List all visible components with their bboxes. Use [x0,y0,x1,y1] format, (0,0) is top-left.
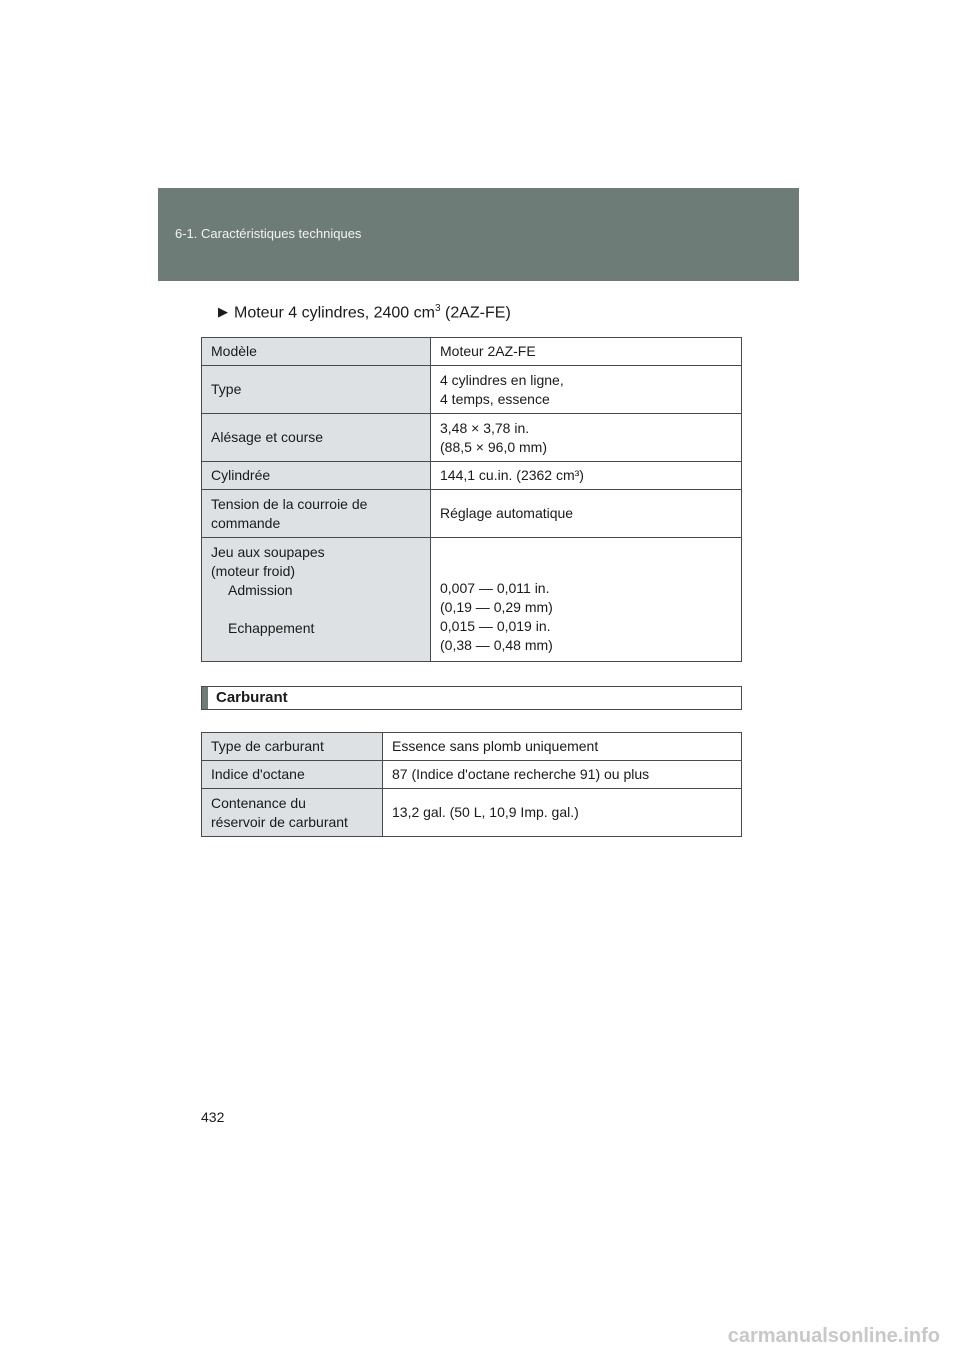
row-value: 0,007 — 0,011 in. (0,19 — 0,29 mm) 0,015 — 0,019 in. (0,38 — 0,48 mm) [431,538,742,662]
row-key: Jeu aux soupapes (moteur froid) Admission Echappement [202,538,431,662]
row-key: Type [202,366,431,414]
admission-label: Admission [228,581,293,598]
row-key: Contenance du réservoir de carburant [202,789,383,837]
row-value: Moteur 2AZ-FE [431,338,742,366]
watermark: carmanualsonline.info [727,1325,940,1347]
table-row [202,462,742,490]
table-row-valves [202,538,742,662]
row-value: 13,2 gal. (50 L, 10,9 Imp. gal.) [383,789,742,837]
table-row [202,789,742,837]
fuel-spec-table [201,732,742,837]
section-title: Carburant [216,689,288,706]
subtitle-text: Moteur 4 cylindres, 2400 cm [234,304,435,322]
row-value: 87 (Indice d'octane recherche 91) ou plus [383,761,742,789]
subtitle-sup: 3 [434,303,441,314]
page-header [158,188,799,281]
page-number: 432 [201,1109,225,1125]
section-heading-carburant [201,686,742,710]
echappement-label: Echappement [228,619,315,636]
row-key: Indice d'octane [202,761,383,789]
row-key: Tension de la courroie de commande [202,490,431,538]
table-row [202,761,742,789]
table-row [202,366,742,414]
row-key: Alésage et course [202,414,431,462]
engine-subtitle [218,303,511,322]
row-key: Modèle [202,338,431,366]
row-value: Réglage automatique [431,490,742,538]
breadcrumb: 6-1. Caractéristiques techniques [175,226,362,241]
table-row [202,733,742,761]
row-value: 144,1 cu.in. (2362 cm³) [431,462,742,490]
row-value: 3,48 × 3,78 in. (88,5 × 96,0 mm) [431,414,742,462]
subtitle-tail: (2AZ-FE) [440,304,511,322]
row-key: Cylindrée [202,462,431,490]
section-bar [202,687,208,709]
table-row [202,338,742,366]
table-row [202,414,742,462]
engine-spec-table [201,337,742,662]
row-value: Essence sans plomb uniquement [383,733,742,761]
table-row [202,490,742,538]
arrow-right-icon: ▶ [218,304,228,320]
row-key: Type de carburant [202,733,383,761]
row-value: 4 cylindres en ligne, 4 temps, essence [431,366,742,414]
